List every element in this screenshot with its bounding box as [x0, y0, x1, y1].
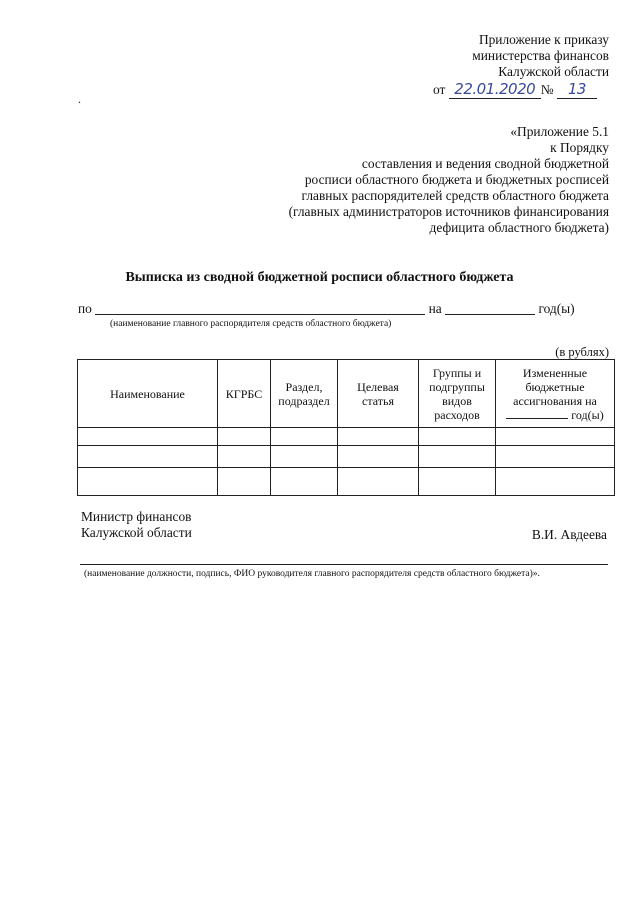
signature-position: [81, 509, 192, 541]
number-label: №: [540, 82, 554, 97]
table-cell: [496, 428, 615, 446]
table-cell: [78, 468, 218, 496]
header-razdel-line: Раздел,: [285, 379, 323, 394]
recipient-blank: [95, 302, 425, 315]
year-label: год(ы): [538, 301, 575, 316]
header-groups-line: Группы и: [432, 365, 482, 380]
table-row: [78, 428, 615, 446]
order-header-line: Калужской области: [498, 64, 609, 79]
header-changed-line: Измененные: [522, 365, 588, 380]
appendix-header: [289, 124, 609, 236]
header-changed-line: [498, 408, 612, 422]
header-changed: [496, 360, 615, 428]
appendix-header-line: составления и ведения сводной бюджетной: [361, 156, 609, 171]
order-header-line: Приложение к приказу: [478, 32, 609, 47]
table-cell: [271, 428, 338, 446]
header-target-line: статья: [362, 393, 394, 408]
budget-table: [77, 359, 615, 496]
header-groups-line: подгруппы: [429, 379, 485, 394]
header-groups-line: видов: [442, 393, 472, 408]
table-cell: [496, 446, 615, 468]
table-cell: [338, 446, 419, 468]
order-date-line: [433, 80, 597, 99]
table-row: [78, 468, 615, 496]
document-title: Выписка из сводной бюджетной росписи областного бюджета: [125, 270, 514, 285]
header-changed-line: ассигнования на: [513, 393, 597, 408]
table-cell: [218, 446, 271, 468]
year-blank: [445, 302, 535, 315]
header-groups: [419, 360, 496, 428]
table-row: [78, 446, 615, 468]
table-cell: [78, 446, 218, 468]
table-cell: [419, 428, 496, 446]
order-header: [472, 32, 609, 80]
table-cell: [218, 428, 271, 446]
appendix-header-line: росписи областного бюджета и бюджетных росписей: [304, 172, 609, 187]
appendix-header-line: к Порядку: [550, 140, 609, 155]
header-kgrbs: [218, 360, 271, 428]
header-groups-line: расходов: [434, 407, 480, 422]
na-label: на: [428, 301, 442, 316]
header-name-label: Наименование: [110, 386, 185, 401]
year-blank-small: [506, 408, 568, 419]
header-target-line: Целевая: [357, 379, 399, 394]
table-cell: [271, 468, 338, 496]
form-line: [78, 301, 610, 317]
handwritten-date: 22.01.2020: [449, 80, 541, 99]
signature-caption: (наименование должности, подпись, ФИО руководителя главного распорядителя средств областного бюджета)».: [84, 569, 540, 579]
signatory-name: В.И. Авдеева: [531, 527, 607, 542]
header-name: [78, 360, 218, 428]
stray-mark: .: [78, 92, 81, 106]
order-header-line: министерства финансов: [472, 48, 609, 63]
signature-line: [80, 564, 608, 565]
header-kgrbs-label: КГРБС: [225, 386, 263, 401]
appendix-header-line: «Приложение 5.1: [510, 124, 609, 139]
table-cell: [218, 468, 271, 496]
table-cell: [271, 446, 338, 468]
table-cell: [338, 428, 419, 446]
table-cell: [78, 428, 218, 446]
position-line: Министр финансов: [81, 509, 192, 524]
header-razdel-line: подраздел: [278, 393, 330, 408]
table-cell: [338, 468, 419, 496]
po-label: по: [78, 301, 92, 316]
header-changed-year: год(ы): [571, 407, 604, 422]
table-cell: [496, 468, 615, 496]
header-target: [338, 360, 419, 428]
table-cell: [419, 446, 496, 468]
appendix-header-line: дефицита областного бюджета): [429, 220, 609, 235]
handwritten-number: 13: [557, 80, 597, 99]
header-changed-line: бюджетные: [525, 379, 585, 394]
appendix-header-line: главных распорядителей средств областного бюджета: [301, 188, 609, 203]
header-razdel: [271, 360, 338, 428]
units-note: (в рублях): [555, 345, 609, 359]
table-header-row: [78, 360, 615, 428]
table-cell: [419, 468, 496, 496]
appendix-header-line: (главных администраторов источников финансирования: [288, 204, 609, 219]
from-label: от: [433, 82, 446, 97]
recipient-caption: (наименование главного распорядителя средств областного бюджета): [110, 319, 392, 329]
position-line: Калужской области: [81, 525, 192, 540]
